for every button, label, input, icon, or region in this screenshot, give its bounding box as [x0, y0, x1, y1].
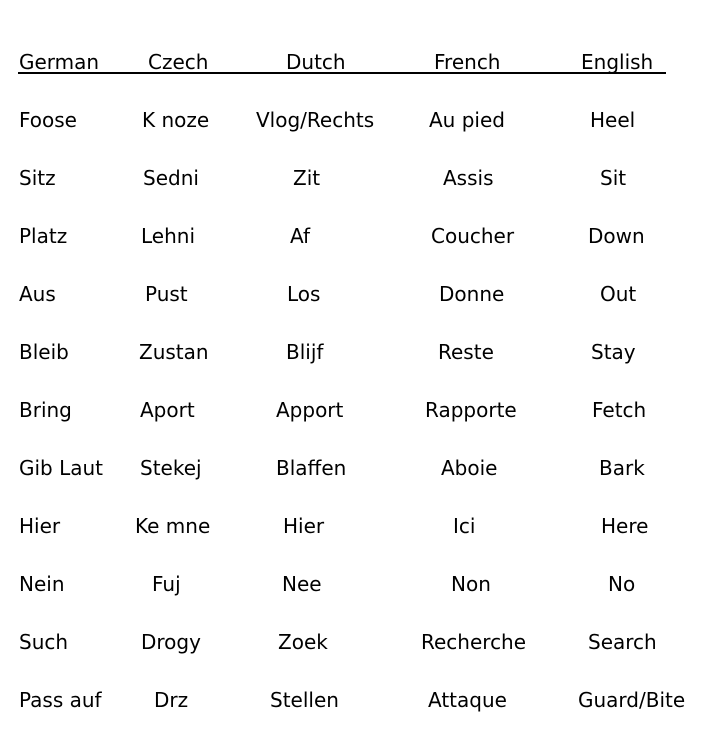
table-cell-french: Attaque	[428, 688, 507, 712]
table-cell-german: Gib Laut	[19, 456, 104, 480]
table-cell-czech: Pust	[145, 282, 188, 306]
table-cell-french: Recherche	[421, 630, 527, 654]
table-cell-english: Fetch	[592, 398, 647, 422]
table-cell-czech: Aport	[140, 398, 195, 422]
table-cell-english: Stay	[591, 340, 636, 364]
table-cell-french: Reste	[438, 340, 494, 364]
table-cell-dutch: Vlog/Rechts	[256, 108, 375, 132]
column-header-dutch: Dutch	[286, 50, 346, 74]
table-cell-german: Bleib	[19, 340, 69, 364]
column-header-czech: Czech	[148, 50, 209, 74]
table-cell-english: Search	[588, 630, 657, 654]
table-cell-dutch: Blaffen	[276, 456, 347, 480]
table-cell-english: Out	[600, 282, 637, 306]
table-cell-french: Coucher	[431, 224, 515, 248]
table-cell-czech: Stekej	[140, 456, 202, 480]
table-cell-czech: Fuj	[152, 572, 181, 596]
table-cell-french: Assis	[443, 166, 494, 190]
table-cell-dutch: Zoek	[278, 630, 328, 654]
table-cell-dutch: Nee	[282, 572, 322, 596]
table-cell-english: Here	[601, 514, 649, 538]
column-header-german: German	[19, 50, 100, 74]
table-cell-german: Pass auf	[19, 688, 102, 712]
table-cell-czech: Ke mne	[135, 514, 211, 538]
table-cell-english: Heel	[590, 108, 636, 132]
table-cell-english: Sit	[600, 166, 627, 190]
table-cell-czech: Sedni	[143, 166, 199, 190]
table-cell-french: Rapporte	[425, 398, 517, 422]
table-cell-dutch: Los	[287, 282, 321, 306]
table-cell-english: Guard/Bite	[578, 688, 686, 712]
table-cell-german: Platz	[19, 224, 68, 248]
table-cell-czech: Drogy	[141, 630, 201, 654]
table-cell-dutch: Stellen	[270, 688, 339, 712]
table-cell-french: Non	[451, 572, 491, 596]
table-cell-czech: Drz	[154, 688, 189, 712]
table-cell-german: Nein	[19, 572, 65, 596]
table-cell-german: Aus	[19, 282, 56, 306]
table-cell-french: Aboie	[441, 456, 498, 480]
table-cell-czech: Zustan	[139, 340, 209, 364]
table-cell-german: Foose	[19, 108, 77, 132]
table-cell-english: Bark	[599, 456, 645, 480]
column-header-english: English	[581, 50, 654, 74]
table-cell-czech: K noze	[142, 108, 210, 132]
table-cell-dutch: Apport	[276, 398, 344, 422]
column-header-french: French	[434, 50, 501, 74]
table-cell-german: Bring	[19, 398, 72, 422]
table-cell-english: No	[608, 572, 636, 596]
table-cell-german: Sitz	[19, 166, 56, 190]
table-cell-french: Donne	[439, 282, 505, 306]
table-cell-dutch: Hier	[283, 514, 325, 538]
table-cell-german: Hier	[19, 514, 61, 538]
table-cell-german: Such	[19, 630, 69, 654]
table-cell-french: Ici	[453, 514, 476, 538]
table-cell-dutch: Zit	[293, 166, 321, 190]
table-cell-czech: Lehni	[141, 224, 196, 248]
table-cell-dutch: Blijf	[286, 340, 324, 364]
table-cell-dutch: Af	[290, 224, 311, 248]
table-cell-french: Au pied	[429, 108, 505, 132]
table-cell-english: Down	[588, 224, 645, 248]
